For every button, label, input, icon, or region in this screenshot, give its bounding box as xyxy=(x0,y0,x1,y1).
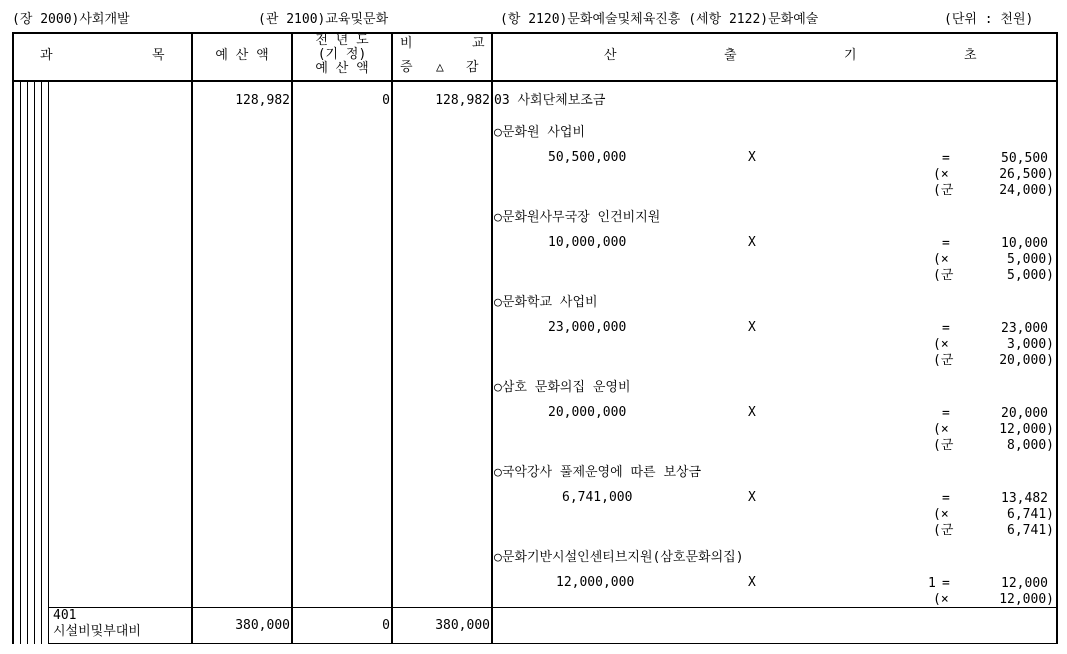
item-sub2-value: 20,000) xyxy=(999,353,1054,368)
item-multiplier: X xyxy=(748,405,756,420)
item-sub1-value: 5,000) xyxy=(1007,252,1054,267)
hang-label: (항 2120)문화예술및체육진흥 (세항 2122)문화예술 xyxy=(500,12,819,27)
row-separator xyxy=(48,607,1058,608)
row2-diff: 380,000 xyxy=(435,618,490,633)
hierarchy-line xyxy=(20,82,21,644)
item-title: ○문화원 사업비 xyxy=(494,125,586,140)
item-amount: 12,000,000 xyxy=(556,575,635,590)
header-gwamok-1: 과 xyxy=(40,48,53,63)
item-total: 23,000 xyxy=(1001,321,1048,336)
header-prev-2: (기 정) xyxy=(317,47,367,62)
row2-prev: 0 xyxy=(382,618,390,633)
item-count: 1 xyxy=(928,576,936,591)
item-equals: = xyxy=(942,321,950,336)
item-sub2-label: (군 xyxy=(933,183,954,198)
row2-name: 시설비및부대비 xyxy=(53,624,141,639)
header-prev-1: 전 년 도 xyxy=(315,33,369,48)
table-bottom-border xyxy=(48,643,1058,644)
item-sub1-value: 6,741) xyxy=(1007,507,1054,522)
item-sub1-value: 12,000) xyxy=(999,422,1054,437)
hierarchy-line xyxy=(34,82,35,644)
row1-prev: 0 xyxy=(382,93,390,108)
item-multiplier: X xyxy=(748,490,756,505)
item-amount: 50,500,000 xyxy=(548,150,627,165)
item-sub2-value: 6,741) xyxy=(1007,523,1054,538)
item-sub2-label: (군 xyxy=(933,438,954,453)
row1-title: 03 사회단체보조금 xyxy=(494,93,606,108)
item-title: ○문화기반시설인센티브지원(삼호문화의집) xyxy=(494,550,744,565)
header-compare-4: △ xyxy=(436,60,444,75)
header-prev-3: 예 산 액 xyxy=(315,61,369,76)
item-sub1-label: (× xyxy=(933,252,949,267)
header-compare-2: 교 xyxy=(472,36,485,51)
header-gwamok-2: 목 xyxy=(152,48,165,63)
item-sub1-label: (× xyxy=(933,592,949,607)
item-multiplier: X xyxy=(748,575,756,590)
col-divider-compare xyxy=(391,32,393,644)
header-compare-5: 감 xyxy=(466,60,479,75)
header-compare-1: 비 xyxy=(400,36,413,51)
header-basis-4: 초 xyxy=(964,48,977,63)
table-right-border xyxy=(1056,32,1058,644)
gwan-label: (관 2100)교육및문화 xyxy=(258,12,389,27)
item-multiplier: X xyxy=(748,150,756,165)
header-compare-3: 증 xyxy=(400,60,413,75)
item-equals: = xyxy=(942,406,950,421)
item-total: 20,000 xyxy=(1001,406,1048,421)
hierarchy-line xyxy=(27,82,28,644)
unit-label: (단위 : 천원) xyxy=(944,12,1034,27)
item-sub2-label: (군 xyxy=(933,268,954,283)
header-budget: 예 산 액 xyxy=(215,48,269,63)
item-sub1-value: 3,000) xyxy=(1007,337,1054,352)
col-divider-basis xyxy=(491,32,493,644)
item-amount: 20,000,000 xyxy=(548,405,627,420)
item-title: ○문화원사무국장 인건비지원 xyxy=(494,210,661,225)
item-equals: = xyxy=(942,491,950,506)
item-sub2-label: (군 xyxy=(933,353,954,368)
item-sub1-label: (× xyxy=(933,507,949,522)
item-multiplier: X xyxy=(748,320,756,335)
item-equals: = xyxy=(942,236,950,251)
item-sub1-label: (× xyxy=(933,167,949,182)
item-total: 50,500 xyxy=(1001,151,1048,166)
item-equals: = xyxy=(942,151,950,166)
col-divider-budget xyxy=(191,32,193,644)
col-divider-prev xyxy=(291,32,293,644)
item-sub1-value: 12,000) xyxy=(999,592,1054,607)
item-amount: 6,741,000 xyxy=(562,490,633,505)
jang-label: (장 2000)사회개발 xyxy=(12,12,130,27)
row2-budget: 380,000 xyxy=(235,618,290,633)
item-amount: 23,000,000 xyxy=(548,320,627,335)
item-title: ○문화학교 사업비 xyxy=(494,295,598,310)
hierarchy-line xyxy=(41,82,42,644)
item-multiplier: X xyxy=(748,235,756,250)
table-top-border xyxy=(12,32,1058,34)
item-title: ○국악강사 풀제운영에 따른 보상금 xyxy=(494,465,702,480)
header-bottom-border xyxy=(12,80,1058,82)
item-sub1-label: (× xyxy=(933,337,949,352)
item-sub1-label: (× xyxy=(933,422,949,437)
item-title: ○삼호 문화의집 운영비 xyxy=(494,380,631,395)
item-sub2-value: 5,000) xyxy=(1007,268,1054,283)
item-total: 13,482 xyxy=(1001,491,1048,506)
item-total: 12,000 xyxy=(1001,576,1048,591)
item-sub2-value: 24,000) xyxy=(999,183,1054,198)
hierarchy-line xyxy=(48,82,49,644)
header-basis-3: 기 xyxy=(844,48,857,63)
header-basis-1: 산 xyxy=(604,48,617,63)
item-sub2-label: (군 xyxy=(933,523,954,538)
row2-code: 401 xyxy=(53,608,77,623)
row1-budget: 128,982 xyxy=(235,93,290,108)
row1-diff: 128,982 xyxy=(435,93,490,108)
item-amount: 10,000,000 xyxy=(548,235,627,250)
item-sub2-value: 8,000) xyxy=(1007,438,1054,453)
item-total: 10,000 xyxy=(1001,236,1048,251)
header-basis-2: 출 xyxy=(724,48,737,63)
item-equals: = xyxy=(942,576,950,591)
table-left-border xyxy=(12,32,14,644)
item-sub1-value: 26,500) xyxy=(999,167,1054,182)
